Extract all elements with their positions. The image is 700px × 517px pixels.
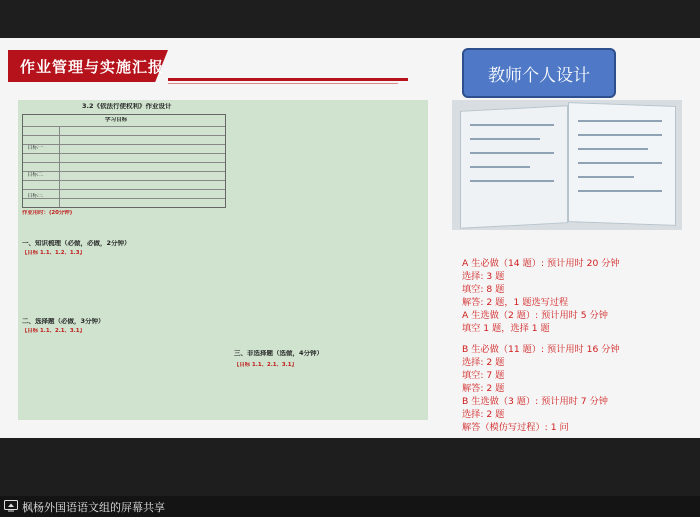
teacher-design-box: 教师个人设计 [462,48,616,98]
objectives-table [22,114,226,208]
document-heading: 3.2《依法行使权利》作业设计 [82,103,172,110]
workbook-photo [452,100,682,230]
plan-line: 解答: 2 题，1 题选写过程 [462,297,569,308]
plan-line: 填空: 8 题 [462,284,505,295]
document-right-column [232,100,428,420]
screen-share-label: 枫杨外国语语文组的屏幕共享 [22,501,165,514]
plan-line: A 生选做（2 题）: 预计用时 5 分钟 [462,310,608,321]
time-label: 作业用时：(20分钟) [22,210,73,216]
objective-tag: 【目标 1.1、2.1、3.1】 [234,362,297,368]
plan-line: 选择: 2 题 [462,357,505,368]
plan-line: 解答: 2 题 [462,383,505,394]
table-row-label: 目标三 [27,193,44,199]
differentiated-plan [462,258,682,433]
plan-line: 填空 1 题，选择 1 题 [462,323,550,334]
table-row-label: 目标二 [27,172,44,178]
screen-share-icon[interactable] [4,500,18,512]
title-rule [168,78,408,81]
section-heading: 三、非选择题（选做，4分钟） [234,350,324,357]
document-left-column [18,100,228,420]
table-title: 学习目标 [105,117,128,123]
section-heading: 二、选择题（必做，3分钟） [22,318,105,325]
slide-title: 作业管理与实施汇报 [20,58,165,76]
objective-tag: 【目标 1.1、2.1、3.1】 [22,328,85,334]
plan-line: A 生必做（14 题）: 预计用时 20 分钟 [462,258,620,269]
title-rule-thin [168,83,398,84]
shared-slide [0,38,700,438]
section-heading: 一、知识梳理（必做，必做，2分钟） [22,240,131,247]
screen-share-bar [0,496,700,517]
plan-line: B 生选做（3 题）: 预计用时 7 分钟 [462,396,608,407]
homework-design-document [18,100,428,420]
plan-line: 解答（模仿写过程）: 1 问 [462,422,569,433]
plan-line: 填空: 7 题 [462,370,505,381]
plan-line: 选择: 3 题 [462,271,505,282]
plan-line: 选择: 2 题 [462,409,505,420]
objective-tag: 【目标 1.1、1.2、1.3】 [22,250,85,256]
table-row-label: 目标一 [27,145,44,151]
plan-line: B 生必做（11 题）: 预计用时 16 分钟 [462,344,620,355]
